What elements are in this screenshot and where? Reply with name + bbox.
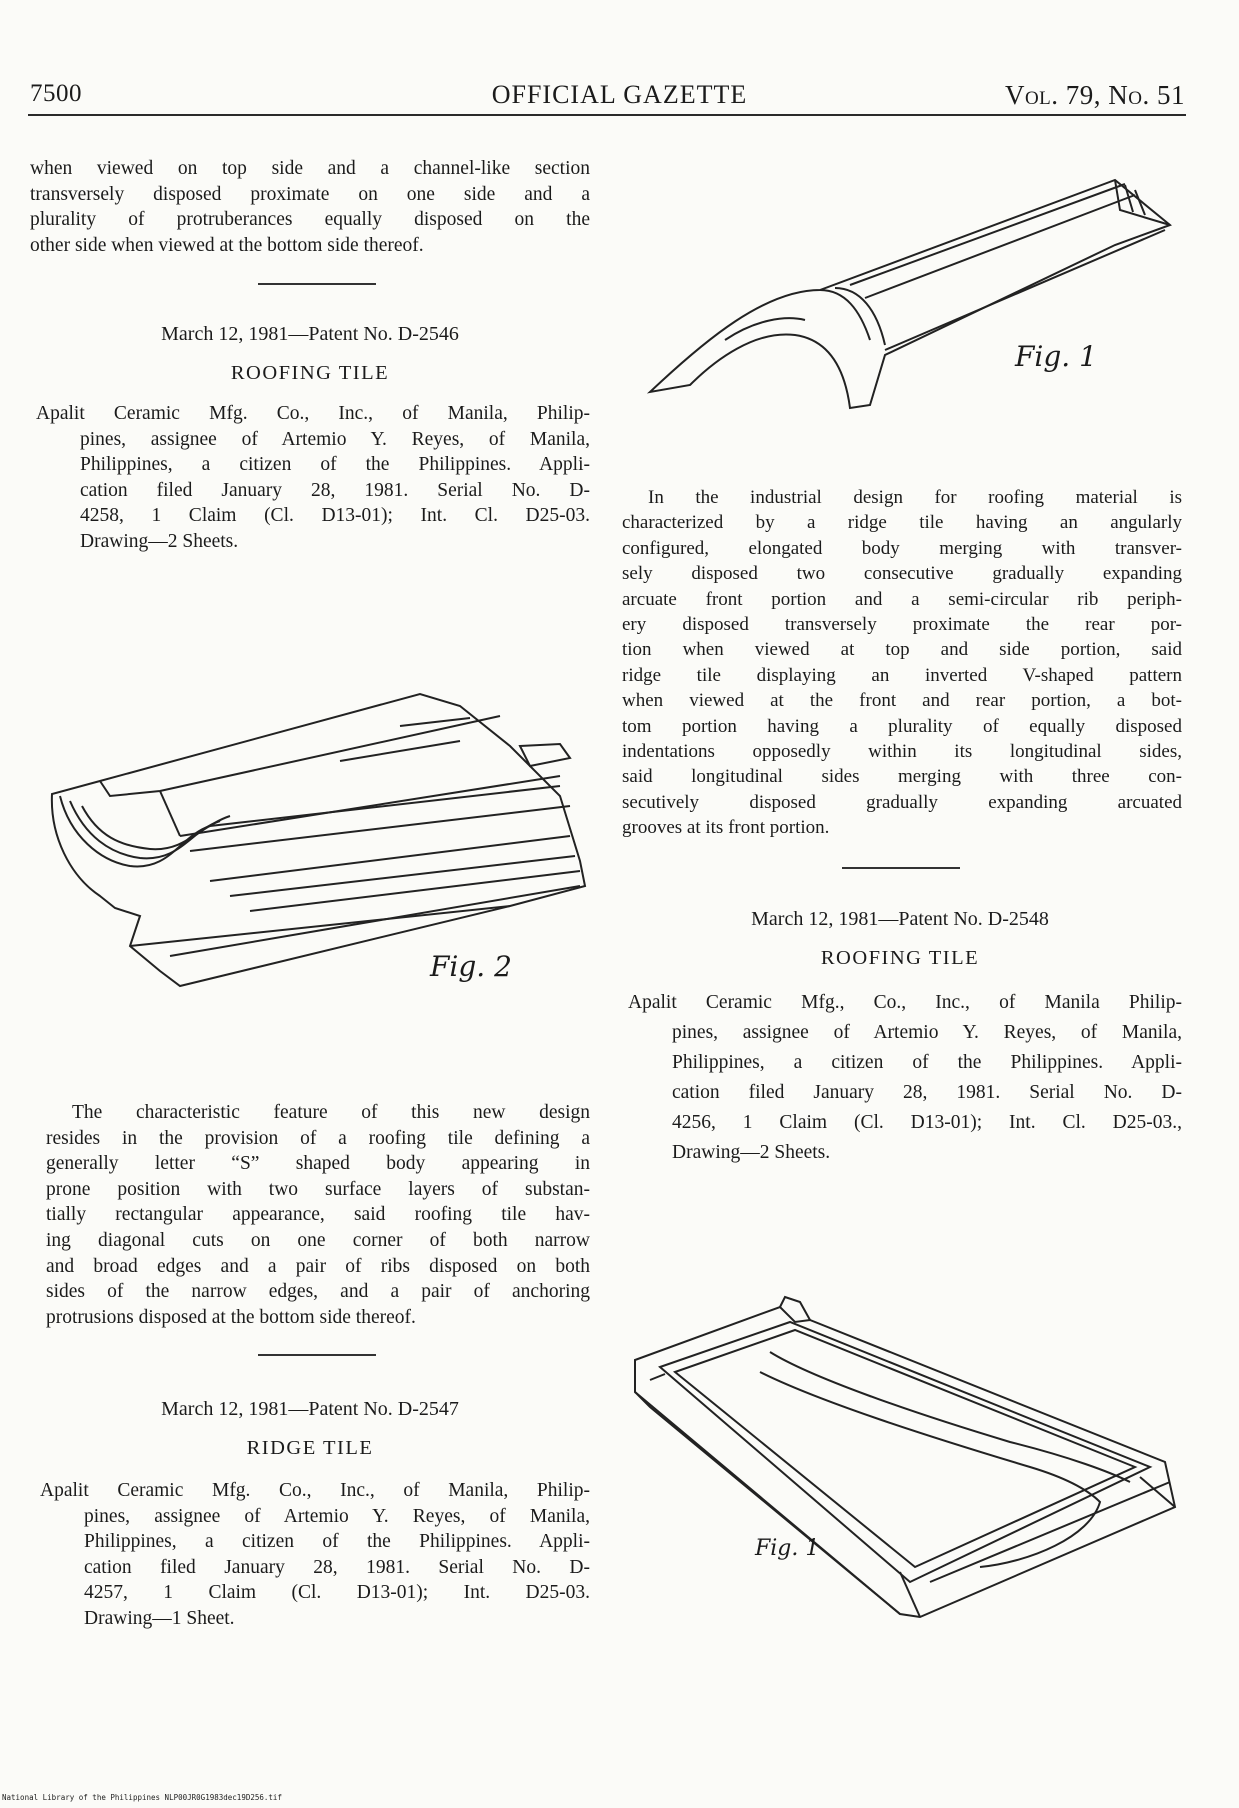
patent-title: ROOFING TILE: [230, 362, 390, 384]
patent-title: RIDGE TILE: [246, 1437, 374, 1459]
text-line: characterized by a ridge tile having an angularly: [622, 512, 1182, 534]
ridge-tile-drawing: [645, 170, 1185, 415]
text-line: pines, assignee of Artemio Y. Reyes, of Manila,: [672, 1022, 1182, 1043]
design-description: [46, 1100, 590, 1330]
text-line: secutively disposed gradually expanding arcuated: [622, 791, 1182, 813]
section-divider: [258, 1354, 376, 1356]
text-line: said longitudinal sides merging with three con-: [622, 766, 1182, 788]
scan-footer: National Library of the Philippines NLP00JR0G1983dec19D256.tif: [2, 1793, 282, 1802]
text-line: cation filed January 28, 1981. Serial No. D-: [80, 479, 590, 501]
text-line: Apalit Ceramic Mfg. Co., Inc., of Manila, Philip-: [36, 403, 590, 424]
text-line: generally letter “S” shaped body appearing in: [46, 1153, 590, 1175]
text-line: ridge tile displaying an inverted V-shaped pattern: [622, 664, 1182, 686]
text-line: arcuate front portion and a semi-circular rib periph-: [622, 588, 1182, 610]
figure-label: Fig. 1: [755, 1536, 820, 1561]
text-line: In the industrial design for roofing material is: [648, 487, 1182, 508]
text-line: tom portion having a plurality of equally disposed: [622, 715, 1182, 737]
text-line: 4258, 1 Claim (Cl. D13-01); Int. Cl. D25-03.: [80, 505, 590, 527]
figure-label: Fig. 1: [1015, 340, 1097, 373]
text-line: ing diagonal cuts on one corner of both narrow: [46, 1229, 590, 1251]
text-line: plurality of protruberances equally disposed on the: [30, 209, 590, 231]
patent-title: ROOFING TILE: [820, 947, 980, 969]
ridge-description: [622, 485, 1182, 841]
patent-dateline: March 12, 1981—Patent No. D-2548: [751, 908, 1049, 930]
page-number: 7500: [30, 80, 82, 107]
roofing-tile-s-drawing: [40, 686, 600, 996]
text-line: grooves at its front portion.: [622, 817, 830, 839]
text-line: prone position with two surface layers of substan-: [46, 1178, 590, 1200]
figure-label: Fig. 2: [430, 950, 512, 983]
text-line: sely disposed two consecutive gradually expanding: [622, 563, 1182, 585]
text-line: configured, elongated body merging with transver-: [622, 537, 1182, 559]
text-line: cation filed January 28, 1981. Serial No. D-: [672, 1082, 1182, 1103]
text-line: Philippines, a citizen of the Philippines. Appli-: [672, 1052, 1182, 1073]
text-line: and broad edges and a pair of ribs disposed on both: [46, 1255, 590, 1277]
text-line: Drawing—2 Sheets.: [672, 1142, 831, 1163]
text-line: transversely disposed proximate on one side and a: [30, 183, 590, 205]
text-line: pines, assignee of Artemio Y. Reyes, of Manila,: [80, 428, 590, 450]
text-line: when viewed at the front and rear portion, a bot-: [622, 690, 1182, 712]
header-rule: [28, 114, 1186, 116]
assignee-paragraph: [628, 988, 1182, 1168]
text-line: Apalit Ceramic Mfg. Co., Inc., of Manila, Philip-: [40, 1480, 590, 1501]
text-line: Apalit Ceramic Mfg., Co., Inc., of Manila Philip-: [628, 992, 1182, 1013]
text-line: Drawing—2 Sheets.: [80, 530, 239, 552]
text-line: indentations opposedly within its longitudinal sides,: [622, 741, 1182, 763]
gazette-title: OFFICIAL GAZETTE: [491, 80, 748, 109]
text-line: pines, assignee of Artemio Y. Reyes, of Manila,: [84, 1505, 590, 1527]
text-line: resides in the provision of a roofing tile defining a: [46, 1127, 590, 1149]
text-line: ery disposed transversely proximate the rear por-: [622, 614, 1182, 636]
assignee-paragraph: [40, 1478, 590, 1632]
volume-issue: Vol. 79, No. 51: [1004, 80, 1185, 110]
text-line: cation filed January 28, 1981. Serial No. D-: [84, 1556, 590, 1578]
text-line: sides of the narrow edges, and a pair of anchoring: [46, 1281, 590, 1303]
text-line: 4257, 1 Claim (Cl. D13-01); Int. D25-03.: [84, 1582, 590, 1604]
text-line: when viewed on top side and a channel-like section: [30, 158, 590, 179]
section-divider: [842, 867, 960, 869]
text-line: The characteristic feature of this new design: [72, 1102, 590, 1123]
text-line: other side when viewed at the bottom side thereof.: [30, 234, 424, 256]
text-line: 4256, 1 Claim (Cl. D13-01); Int. Cl. D25-03.,: [672, 1112, 1182, 1133]
text-line: Drawing—1 Sheet.: [84, 1607, 235, 1629]
patent-dateline: March 12, 1981—Patent No. D-2546: [161, 323, 459, 345]
continuation-paragraph: [30, 156, 590, 258]
text-line: tion when viewed at top and side portion, said: [622, 639, 1182, 661]
text-line: Philippines, a citizen of the Philippines. Appli-: [80, 454, 590, 476]
text-line: Philippines, a citizen of the Philippines. Appli-: [84, 1531, 590, 1553]
patent-dateline: March 12, 1981—Patent No. D-2547: [161, 1398, 459, 1420]
roofing-tile-flat-drawing: [630, 1262, 1190, 1622]
text-line: tially rectangular appearance, said roofing tile hav-: [46, 1204, 590, 1226]
section-divider: [258, 283, 376, 285]
assignee-paragraph: [36, 401, 590, 555]
text-line: protrusions disposed at the bottom side thereof.: [46, 1306, 416, 1328]
